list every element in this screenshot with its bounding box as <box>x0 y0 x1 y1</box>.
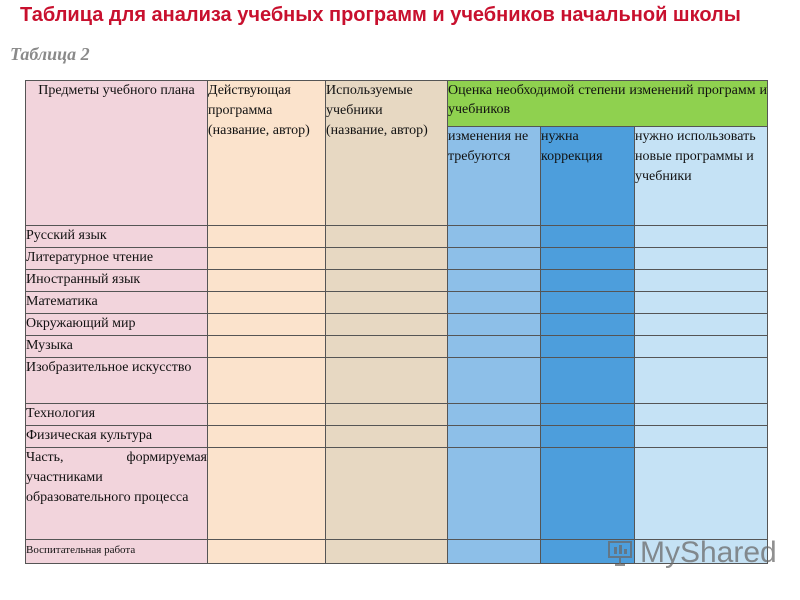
table-cell <box>208 292 326 314</box>
table-cell <box>448 226 541 248</box>
table-cell <box>541 270 635 292</box>
table-cell <box>541 248 635 270</box>
header-subjects: Предметы учебного плана <box>26 81 208 226</box>
table-row <box>26 358 768 404</box>
table-cell <box>541 336 635 358</box>
table-cell <box>448 404 541 426</box>
row-subject-label: Воспитательная работа <box>26 540 208 564</box>
table-row <box>26 448 768 540</box>
table-cell <box>208 358 326 404</box>
table-cell <box>326 226 448 248</box>
table-cell <box>208 226 326 248</box>
header-new: нужно использовать новые программы и учебники <box>635 127 768 226</box>
table-row <box>26 226 768 248</box>
watermark <box>606 536 777 570</box>
table-caption: Таблица 2 <box>10 44 90 64</box>
row-subject-label: Часть, формируемая участниками образовательного процесса <box>26 448 208 540</box>
analysis-table <box>25 80 768 564</box>
table-row <box>26 426 768 448</box>
table-cell <box>448 540 541 564</box>
table-cell <box>448 448 541 540</box>
table-cell <box>448 314 541 336</box>
table-cell <box>326 292 448 314</box>
row-subject-label: Иностранный язык <box>26 270 208 292</box>
table-cell <box>326 336 448 358</box>
table-row <box>26 292 768 314</box>
table-cell <box>326 426 448 448</box>
table-cell <box>635 426 768 448</box>
table-cell <box>635 248 768 270</box>
table-cell <box>635 226 768 248</box>
header-evaluation: Оценка необходимой степени изменений программ и учебников <box>448 81 768 127</box>
table-cell <box>448 426 541 448</box>
table-cell <box>326 248 448 270</box>
table-cell <box>208 336 326 358</box>
table-cell <box>635 314 768 336</box>
table-cell <box>635 270 768 292</box>
row-subject-label: Музыка <box>26 336 208 358</box>
table-cell <box>208 248 326 270</box>
table-row <box>26 248 768 270</box>
table-row <box>26 314 768 336</box>
row-subject-label: Окружающий мир <box>26 314 208 336</box>
table-cell <box>541 426 635 448</box>
table-cell <box>541 292 635 314</box>
table-cell <box>208 426 326 448</box>
table-cell <box>448 292 541 314</box>
table-row <box>26 336 768 358</box>
table-cell <box>448 336 541 358</box>
table-body <box>26 226 768 564</box>
row-subject-label: Русский язык <box>26 226 208 248</box>
table-cell <box>208 540 326 564</box>
table-cell <box>326 358 448 404</box>
page-title: Таблица для анализа учебных программ и учебников начальной школы <box>20 4 741 26</box>
presentation-icon <box>606 538 636 568</box>
table-row <box>26 270 768 292</box>
table-row <box>26 404 768 426</box>
table-cell <box>635 448 768 540</box>
table-cell <box>208 404 326 426</box>
table-cell <box>208 270 326 292</box>
header-program: Действующая программа (название, автор) <box>208 81 326 226</box>
table-cell <box>541 404 635 426</box>
table-cell <box>635 292 768 314</box>
table-cell <box>635 336 768 358</box>
row-subject-label: Технология <box>26 404 208 426</box>
watermark-text: MyShared <box>640 536 777 569</box>
table-cell <box>326 314 448 336</box>
table-cell <box>326 270 448 292</box>
header-no-change: изменения не требуются <box>448 127 541 226</box>
table-cell <box>541 358 635 404</box>
table-cell <box>208 314 326 336</box>
table-cell <box>635 358 768 404</box>
table-cell <box>326 404 448 426</box>
table-cell <box>541 226 635 248</box>
header-textbooks: Используемые учебники (название, автор) <box>326 81 448 226</box>
table-cell <box>541 314 635 336</box>
table-cell <box>326 448 448 540</box>
table-cell <box>448 358 541 404</box>
table-cell <box>326 540 448 564</box>
table-cell <box>448 248 541 270</box>
table-cell <box>208 448 326 540</box>
table-cell <box>448 270 541 292</box>
row-subject-label: Математика <box>26 292 208 314</box>
row-subject-label: Изобразительное искусство <box>26 358 208 404</box>
row-subject-label: Физическая культура <box>26 426 208 448</box>
header-correction: нужна коррекция <box>541 127 635 226</box>
row-subject-label: Литературное чтение <box>26 248 208 270</box>
table-cell <box>541 448 635 540</box>
table-cell <box>635 404 768 426</box>
